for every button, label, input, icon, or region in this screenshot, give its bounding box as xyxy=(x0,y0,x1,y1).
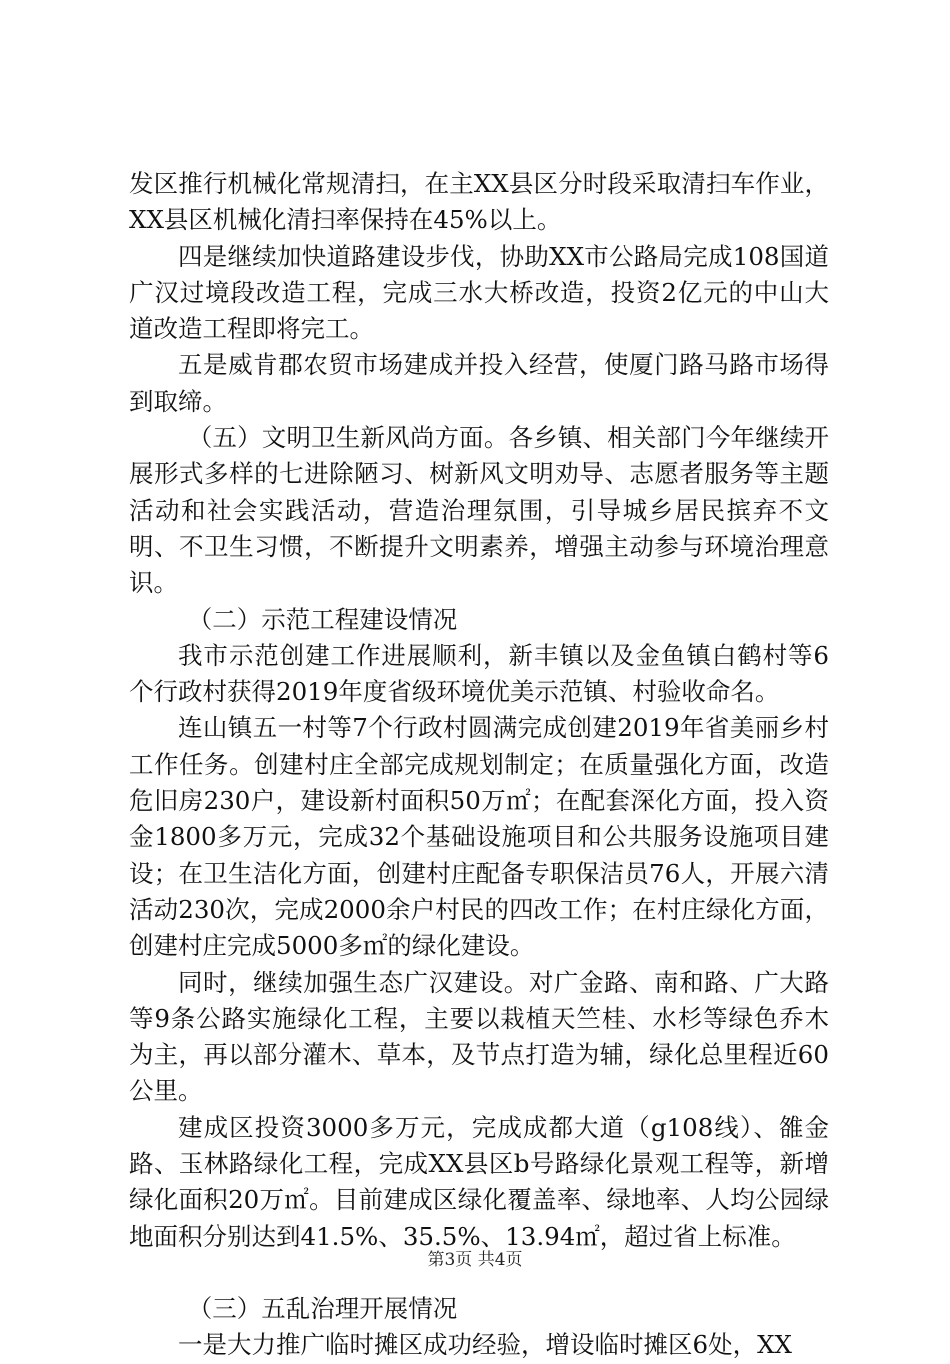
paragraph-temporary-stalls: 一是大力推广临时摊区成功经验，增设临时摊区6处，XX xyxy=(178,1330,792,1360)
paragraph-ecological-greening: 同时，继续加强生态广汉建设。对广金路、南和路、广大路等9条公路实施绿化工程，主要以栽植天竺桂、水杉等绿色乔木为主，再以部分灌木、草本，及节点打造为辅，绿化总里程近60公里。 xyxy=(129,967,829,1106)
heading-demonstration-projects: （二）示范工程建设情况 xyxy=(187,604,458,634)
paragraph-built-up-area-greening: 建成区投资3000多万元，完成成都大道（g108线）、雒金路、玉林路绿化工程，完成XX县区b号路绿化景观工程等，新增绿化面积20万㎡。目前建成区绿化覆盖率、绿地率、人均公园绿地面积分别达到41.5%、35.5%、13.94㎡，超过省上标准。 xyxy=(129,1112,829,1251)
paragraph-road-construction: 四是继续加快道路建设步伐，协助XX市公路局完成108国道广汉过境段改造工程，完成三水大桥改造，投资2亿元的中山大道改造工程即将完工。 xyxy=(129,241,829,344)
heading-five-disorders-governance: （三）五乱治理开展情况 xyxy=(187,1293,458,1323)
document-body xyxy=(129,166,829,1364)
paragraph-farmers-market: 五是威肯郡农贸市场建成并投入经营，使厦门路马路市场得到取缔。 xyxy=(129,350,829,416)
paragraph-street-sweeping: 发区推行机械化常规清扫，在主XX县区分时段采取清扫车作业，XX县区机械化清扫率保持在45%以上。 xyxy=(129,169,829,235)
paragraph-demonstration-towns: 我市示范创建工作进展顺利，新丰镇以及金鱼镇白鹤村等6个行政村获得2019年度省级环境优美示范镇、村验收命名。 xyxy=(129,640,829,707)
page-number-footer: 第3页 共4页 xyxy=(427,1250,523,1270)
paragraph-civilization-hygiene: （五）文明卫生新风尚方面。各乡镇、相关部门今年继续开展形式多样的七进除陋习、树新风文明劝导、志愿者服务等主题活动和社会实践活动，营造治理氛围，引导城乡居民摈弃不文明、不卫生习惯，不断提升文明素养，增强主动参与环境治理意识。 xyxy=(129,423,829,598)
paragraph-beautiful-villages: 连山镇五一村等7个行政村圆满完成创建2019年省美丽乡村工作任务。创建村庄全部完成规划制定；在质量强化方面，改造危旧房230户，建设新村面积50万㎡；在配套深化方面，投入资金1800多万元，完成32个基础设施项目和公共服务设施项目建设；在卫生洁化方面，创建村庄配备专职保洁员76人，开展六清活动230次，完成2000余户村民的四改工作；在村庄绿化方面，创建村庄完成5000多㎡的绿化建设。 xyxy=(129,713,829,961)
